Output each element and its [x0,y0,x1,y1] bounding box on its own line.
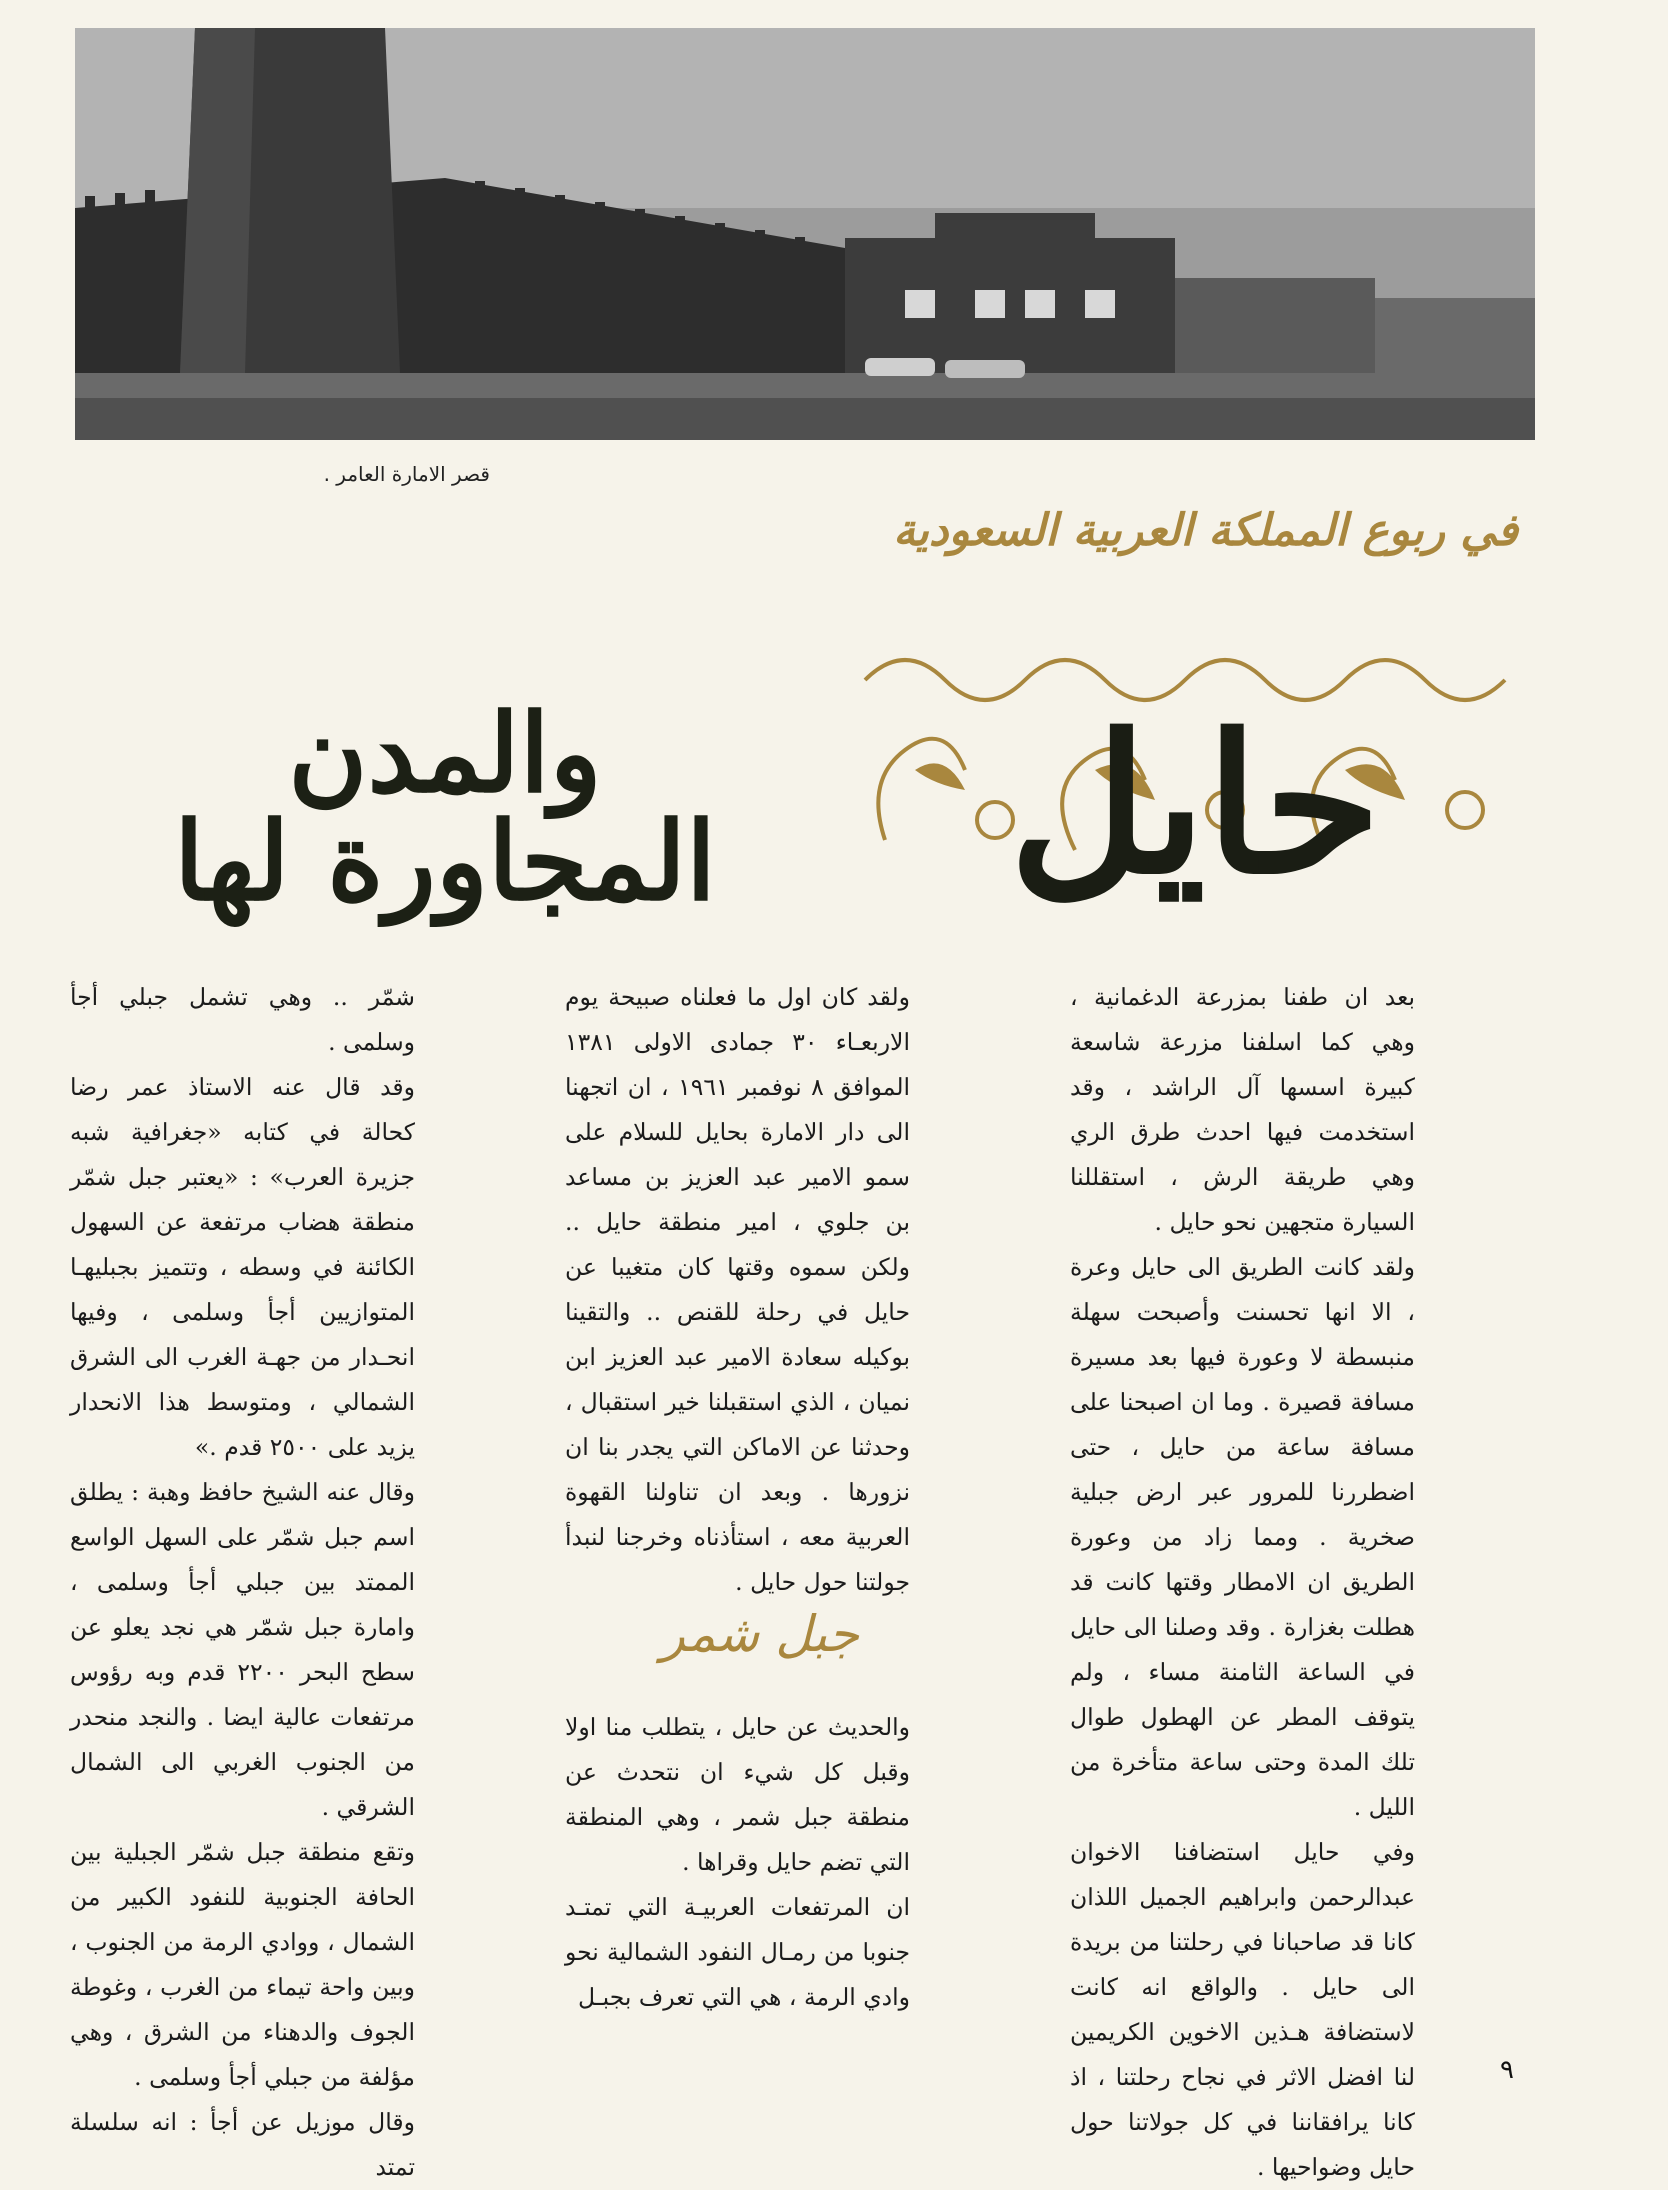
paragraph: بعد ان طفنا بمزرعة الدغمانية ، وهي كما اسلفنا مزرعة شاسعة كبيرة اسسها آل الراشد ، وقد استخدمت فيها احدث طرق الري وهي طريقة الرش ، استقللنا السيارة متجهين نحو حايل . [1070,983,1415,1236]
paragraph: وقال عنه الشيخ حافظ وهبة : يطلق اسم جبل شمّر على السهل الواسع الممتد بين جبلي أجأ وسلمى ، وامارة جبل شمّر هي نجد يعلو عن سطح البحر ٢٢٠٠ قدم وبه رؤوس مرتفعات عالية ايضا . والنجد منحدر من الجنوب الغربي الى الشمال الشرقي . [70,1478,415,1821]
paragraph: وفي حايل استضافنا الاخوان عبدالرحمن وابراهيم الجميل اللذان كانا قد صاحبانا في رحلتنا من بريدة الى حايل . والواقع انه كانت لاستضافة هـذين الاخوين الكريمين لنا افضل الاثر في نجاح رحلتنا ، اذ كانا يرافقاننا في كل جولاتنا حول حايل وضواحيها . [1070,1838,1415,2181]
photo-caption: قصر الامارة العامر . [323,462,490,486]
article-column-middle-lower [565,1705,910,2020]
article-column-left [70,975,415,2190]
page-number: ٩ [1500,2055,1514,2085]
paragraph: وتقع منطقة جبل شمّر الجبلية بين الحافة الجنوبية للنفود الكبير من الشمال ، ووادي الرمة من الجنوب ، وبين واحة تيماء من الغرب ، وغوطة الجوف والدهناء من الشرق ، وهي مؤلفة من جبلي أجأ وسلمى . [70,1838,415,2091]
paragraph: ولقد كانت الطريق الى حايل وعرة ، الا انها تحسنت وأصبحت سهلة منبسطة لا وعورة فيها بعد مسيرة مسافة قصيرة . وما ان اصبحنا على مسافة ساعة من حايل ، حتى اضطررنا للمرور عبر ارض جبلية صخرية . ومما زاد من وعورة الطريق ان الامطار وقتها كانت قد هطلت بغزارة . وقد وصلنا الى حايل في الساعة الثامنة مساء ، ولم يتوقف المطر عن الهطول طوال تلك المدة وحتى ساعة متأخرة من الليل . [1070,1253,1415,1821]
article-column-middle [565,975,910,1605]
paragraph: ان المرتفعات العربيـة التي تمتـد جنوبا من رمـال النفود الشمالية نحو وادي الرمة ، هي التي تعرف بجبـل [565,1893,910,2011]
section-heading: جبل شمر [660,1605,860,1663]
title-rest: والمدن المجاورة لها [173,691,717,925]
paragraph: شمّر .. وهي تشمل جبلي أجأ وسلمى . [70,983,415,1056]
paragraph: ولقد كان اول ما فعلناه صبيحة يوم الاربعـاء ٣٠ جمادى الاولى ١٣٨١ الموافق ٨ نوفمبر ١٩٦١ ، ان اتجهنا الى دار الامارة بحايل للسلام على سمو الامير عبد العزيز بن مساعد بن جلوي ، امير منطقة حايل .. ولكن سموه وقتها كان متغيبا عن حايل في رحلة للقنص .. والتقينا بوكيله سعادة الامير عبد العزيز ابن نميان ، الذي استقبلنا خير استقبال ، وحدثنا عن الاماكن التي يجدر بنا ان نزورها . وبعد ان تناولنا القهوة العربية معه ، استأذناه وخرجنا لنبدأ جولتنا حول حايل . [565,983,911,1596]
paragraph: والحديث عن حايل ، يتطلب منا اولا وقبل كل شيء ان نتحدث عن منطقة جبل شمر ، وهي المنطقة التي تضم حايل وقراها . [565,1713,910,1876]
subtitle: في ربوع المملكة العربية السعودية [893,505,1518,556]
article-column-right [1070,975,1415,2190]
title-ornament-block [845,640,1545,930]
title-main: حايل [1008,693,1382,916]
paragraph: وقال موزيل عن أجأ : انه سلسلة تمتد [70,2108,415,2181]
paragraph: وقد قال عنه الاستاذ عمر رضا كحالة في كتابه «جغرافية شبه جزيرة العرب» : «يعتبر جبل شمّر منطقة هضاب مرتفعة عن السهول الكائنة في وسطه ، وتتميز بجبليهـا المتوازيين أجأ وسلمى ، وفيها انحـدار من جهـة الغرب الى الشرق الشمالي ، ومتوسط هذا الانحدار يزيد على ٢٥٠٠ قدم .» [70,1073,415,1461]
palace-photo [75,28,1535,440]
